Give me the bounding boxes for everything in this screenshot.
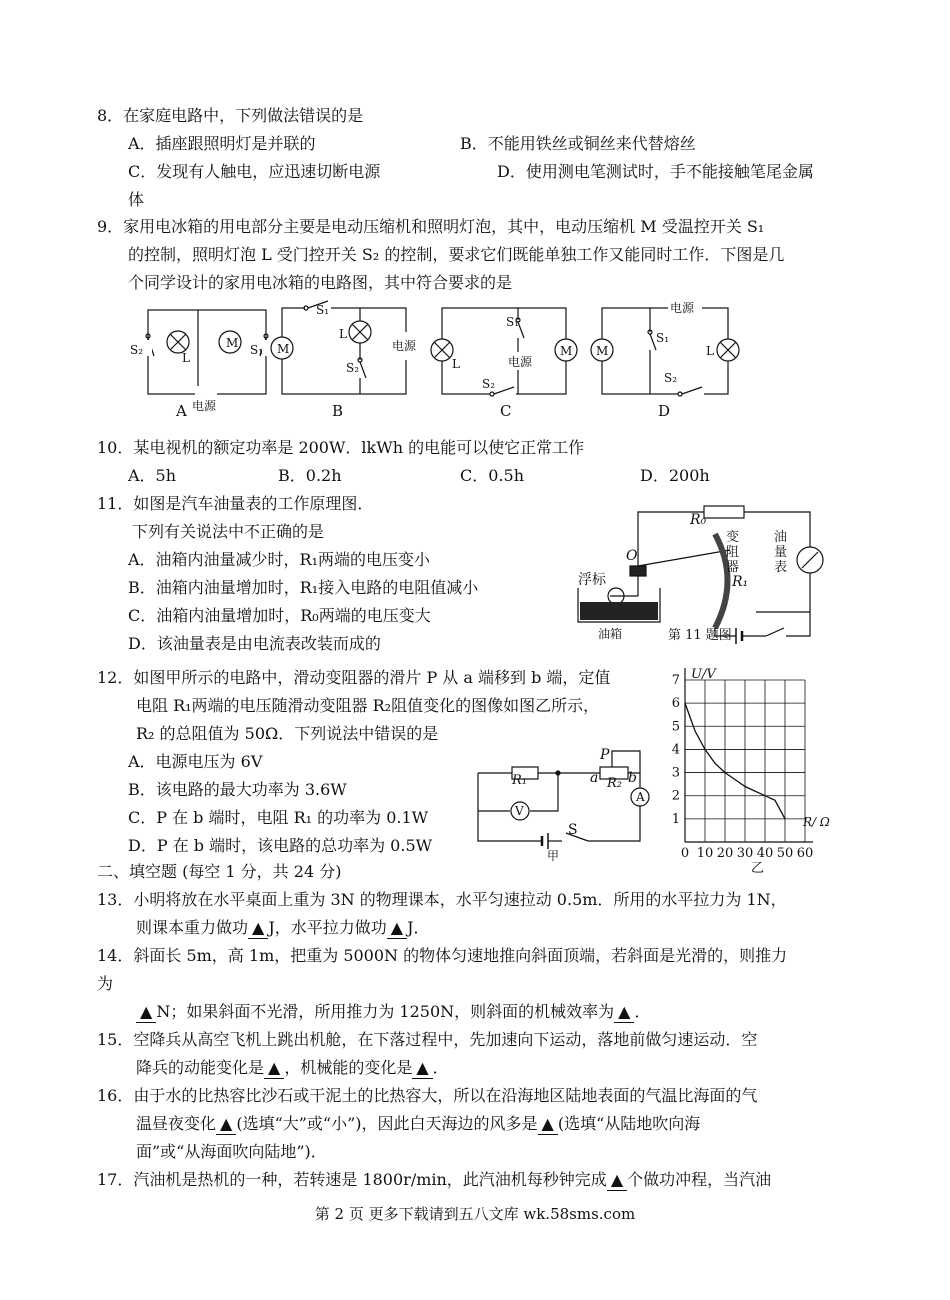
- x-tick-label: 10: [696, 846, 714, 861]
- y-tick-label: 3: [671, 765, 680, 781]
- q11-fig-o: O: [626, 548, 638, 564]
- q16-mid: (选填“大”或“小”)，因此白天海边的风多是: [236, 1114, 538, 1133]
- q13-post: J．: [407, 918, 430, 937]
- circuit-d-label-s1: S₁: [656, 331, 670, 345]
- q11-option-c: C．油箱内油量增加时，R₀两端的电压变大: [128, 606, 431, 625]
- q12-fig-ammeter: A: [636, 790, 645, 804]
- circuit-a-label-power: 电源: [192, 399, 217, 413]
- q10-option-a: A．5h: [128, 466, 177, 485]
- y-tick-label: 6: [671, 696, 680, 712]
- q12-fig-r1: R₁: [512, 773, 527, 788]
- x-tick-label: 60: [796, 846, 814, 861]
- circuit-a-label-s2: S₂: [130, 343, 144, 357]
- q12-option-c: C．P 在 b 端时，电阻 R₁ 的功率为 0.1W: [128, 808, 429, 827]
- q12-fig-b: b: [628, 770, 637, 786]
- circuit-d-label-s2: S₂: [664, 371, 678, 385]
- q15-pre: 降兵的动能变化是: [136, 1058, 265, 1077]
- q12-stem-line3: R₂ 的总阻值为 50Ω．下列说法中错误的是: [136, 724, 439, 743]
- q12-fig-p: P: [600, 747, 610, 763]
- circuit-b-label-power: 电源: [392, 339, 417, 353]
- circuit-c-label-s1: S₁: [506, 315, 520, 329]
- q16-line1: 16．由于水的比热容比沙石或干泥土的比热容大，所以在沿海地区陆地表面的气温比海面的气: [97, 1086, 758, 1105]
- q14-blank-1[interactable]: ▲: [136, 1002, 156, 1023]
- q13-line1: 13．小明将放在水平桌面上重为 3N 的物理课本，水平匀速拉动 0.5m．所用的水平拉力为 1N，: [97, 890, 787, 909]
- circuit-d-label: D: [658, 402, 671, 420]
- circuit-a-label-m: M: [226, 336, 239, 350]
- q17-blank-1[interactable]: ▲: [607, 1170, 627, 1191]
- circuit-d-label-l: L: [706, 344, 714, 358]
- q9-stem-line1: 9．家用电冰箱的用电部分主要是电动压缩机和照明灯泡，其中，电动压缩机 M 受温控开关 S₁: [97, 217, 765, 236]
- q12-fig-switch: S: [568, 822, 578, 838]
- q16-blank-2[interactable]: ▲: [538, 1114, 558, 1135]
- section-2-title: 二、填空题 (每空 1 分，共 24 分): [97, 862, 342, 881]
- q11-stem: 11．如图是汽车油量表的工作原理图．: [97, 494, 374, 513]
- q16-blank-1[interactable]: ▲: [216, 1114, 236, 1135]
- x-tick-label: 50: [776, 846, 794, 861]
- page-footer: 第 2 页 更多下载请到五八文库 wk.58sms.com: [314, 1205, 636, 1223]
- q14-line2: 为: [97, 974, 114, 993]
- q11-option-d: D．该油量表是由电流表改装而成的: [128, 634, 381, 653]
- circuit-b-label-l: L: [339, 327, 347, 341]
- circuit-b-label-s2: S₂: [346, 361, 360, 375]
- x-tick-label: 0: [680, 846, 690, 861]
- circuit-d: [591, 302, 739, 400]
- circuit-c-label-power: 电源: [508, 355, 533, 369]
- circuit-c: [431, 308, 577, 400]
- x-tick-label: 40: [756, 846, 774, 861]
- q9-circuit-diagrams: [120, 298, 740, 428]
- q11-fig-r1: R₁: [732, 574, 749, 590]
- q16-post: (选填“从陆地吹向海: [557, 1114, 701, 1133]
- q11-fig-meter: 油量表: [774, 530, 788, 575]
- q12-graph-yi: [660, 664, 835, 874]
- circuit-c-label-s2: S₂: [482, 377, 496, 391]
- q11-fig-float: 浮标: [578, 572, 606, 588]
- q17-line1: [97, 1170, 771, 1191]
- q13-line2: [136, 918, 429, 939]
- circuit-b: [271, 301, 410, 394]
- q8-option-d-wrap: 体: [128, 190, 145, 209]
- q14-line1: 14．斜面长 5m，高 1m，把重为 5000N 的物体匀速地推向斜面顶端，若斜面是光滑的，则推力: [97, 946, 788, 965]
- y-axis-label: U/V: [691, 667, 716, 682]
- y-tick-label: 1: [671, 811, 680, 827]
- q8-option-c: C．发现有人触电，应迅速切断电源: [128, 162, 381, 181]
- q16-line2: [136, 1114, 700, 1135]
- q10-stem: 10．某电视机的额定功率是 200W．lkWh 的电能可以使它正常工作: [97, 438, 585, 457]
- y-tick-label: 4: [671, 742, 680, 758]
- q12-stem-line1: 12．如图甲所示的电路中，滑动变阻器的滑片 P 从 a 端移到 b 端，定值: [97, 668, 611, 687]
- q15-line2: [136, 1058, 449, 1079]
- q14-blank-2[interactable]: ▲: [614, 1002, 634, 1023]
- q8-option-b: B．不能用铁丝或铜丝来代替熔丝: [460, 134, 696, 153]
- q13-blank-1[interactable]: ▲: [248, 918, 268, 939]
- circuit-c-label: C: [500, 402, 512, 420]
- q9-stem-line2: 的控制，照明灯泡 L 受门控开关 S₂ 的控制，要求它们既能单独工作又能同时工作．下图是几: [128, 245, 785, 264]
- chart-caption-yi: 乙: [751, 861, 765, 876]
- q13-blank-2[interactable]: ▲: [387, 918, 407, 939]
- q15-post: ．: [432, 1058, 449, 1077]
- q8-option-a: A．插座跟照明灯是并联的: [128, 134, 316, 153]
- q12-stem-line2: 电阻 R₁两端的电压随滑动变阻器 R₂阻值变化的图像如图乙所示，: [136, 696, 600, 715]
- circuit-c-label-m: M: [560, 344, 573, 358]
- q12-fig-r2: R₂: [607, 776, 622, 791]
- q11-fig-caption: 第 11 题图: [668, 628, 732, 643]
- circuit-b-label-s1: S₁: [316, 303, 330, 317]
- q12-fig-voltmeter: V: [515, 804, 524, 818]
- q17-post: 个做功冲程，当汽油: [627, 1170, 772, 1189]
- q15-blank-2[interactable]: ▲: [412, 1058, 432, 1079]
- x-axis-label: R/ Ω: [803, 815, 830, 829]
- series-line-U1: [685, 703, 785, 819]
- q15-mid: ，机械能的变化是: [284, 1058, 413, 1077]
- q8-stem: 8．在家庭电路中，下列做法错误的是: [97, 106, 364, 125]
- q11-fig-r0: R₀: [690, 512, 707, 528]
- circuit-a-label: A: [176, 402, 187, 420]
- circuit-b-label-m: M: [277, 342, 290, 356]
- q13-mid: J，水平拉力做功: [268, 918, 387, 937]
- q15-blank-1[interactable]: ▲: [264, 1058, 284, 1079]
- q12-option-d: D．P 在 b 端时，该电路的总功率为 0.5W: [128, 836, 433, 855]
- q12-option-a: A．电源电压为 6V: [128, 752, 263, 771]
- circuit-a-label-l: L: [182, 351, 190, 365]
- y-tick-label: 5: [671, 719, 680, 735]
- x-tick-label: 20: [716, 846, 734, 861]
- q16-pre: 温昼夜变化: [136, 1114, 217, 1133]
- q16-line3: 面”或“从海面吹向陆地”)．: [136, 1142, 327, 1161]
- q14-post: ．: [634, 1002, 651, 1021]
- q10-option-c: C．0.5h: [460, 466, 524, 485]
- q14-mid: N；如果斜面不光滑，所用推力为 1250N，则斜面的机械效率为: [156, 1002, 615, 1021]
- q12-option-b: B．该电路的最大功率为 3.6W: [128, 780, 347, 799]
- q11-option-a: A．油箱内油量减少时，R₁两端的电压变小: [128, 550, 431, 569]
- q15-line1: 15．空降兵从高空飞机上跳出机舱，在下落过程中，先加速向下运动，落地前做匀速运动．空: [97, 1030, 758, 1049]
- q8-option-d: D．使用测电笔测试时，手不能接触笔尾金属: [497, 162, 814, 181]
- q9-stem-line3: 个同学设计的家用电冰箱的电路图，其中符合要求的是: [128, 273, 513, 292]
- q11-sub: 下列有关说法中不正确的是: [132, 522, 325, 541]
- q12-fig-a: a: [590, 770, 599, 786]
- circuit-d-label-power: 电源: [670, 301, 695, 315]
- q17-pre: 17．汽油机是热机的一种，若转速是 1800r/min，此汽油机每秒钟完成: [97, 1170, 607, 1189]
- q11-option-b: B．油箱内油量增加时，R₁接入电路的电阻值减小: [128, 578, 479, 597]
- q11-fig-tank: 油箱: [598, 624, 622, 644]
- q10-option-d: D．200h: [640, 466, 710, 485]
- q13-pre: 则课本重力做功: [136, 918, 249, 937]
- y-tick-label: 2: [671, 788, 680, 804]
- circuit-c-label-l: L: [452, 357, 460, 371]
- circuit-a-label-s1: S₁: [250, 343, 264, 357]
- circuit-d-label-m: M: [596, 344, 609, 358]
- q11-fig-rheostat: 变阻器: [726, 530, 740, 575]
- q14-line3: [136, 1002, 650, 1023]
- circuit-b-label: B: [332, 402, 344, 420]
- y-tick-label: 7: [671, 673, 680, 688]
- q10-option-b: B．0.2h: [278, 466, 342, 485]
- x-tick-label: 30: [736, 846, 754, 861]
- q12-fig-jia: 甲: [547, 849, 560, 863]
